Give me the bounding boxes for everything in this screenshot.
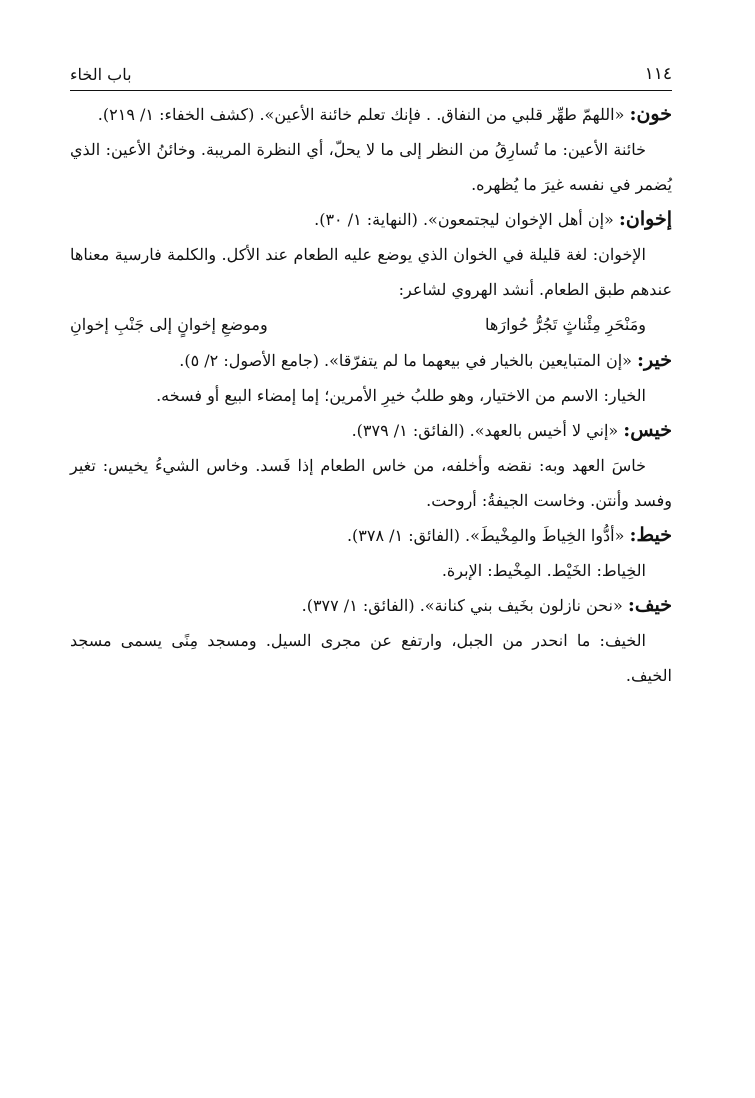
entry-headword: إخوان: — [618, 208, 672, 230]
header-rule — [70, 90, 672, 91]
verse-first-hemistich: ومَنْحَرِ مِئْناثٍ تَجُرُّ حُوارَها — [485, 315, 646, 334]
entry-khayt — [70, 518, 672, 553]
gloss-khaainat-al-ayun: خائنة الأعين: ما تُسارِقُ من النظر إلى ما لا يحلّ، أي النظرة المريبة. وخائنُ الأعين: الذي يُضمر في نفسه غيرَ ما يُظهره. — [70, 140, 672, 194]
entry-khayf — [70, 588, 672, 623]
gloss-al-khiyar: الخيار: الاسم من الاختيار، وهو طلبُ خيرِ الأمرين؛ إما إمضاء البيع أو فسخه. — [156, 386, 646, 405]
entry-khays — [70, 413, 672, 448]
entry-headword: خير: — [637, 349, 672, 371]
entry-text: «إن المتبايعين بالخيار في بيعهما ما لم يتفرّقا». (جامع الأصول: ٢/ ٥). — [179, 351, 638, 370]
entry-ikhwan — [70, 202, 672, 237]
entry-text: «اللهمّ طهِّر قلبي من النفاق. . فإنك تعلم خائنة الأعين». (كشف الخفاء: ١/ ٢١٩). — [97, 105, 630, 124]
entry-text: «إن أهل الإخوان ليجتمعون». (النهاية: ١/ ٣٠). — [314, 210, 619, 229]
chapter-title: باب الخاء — [70, 65, 132, 84]
running-header — [70, 54, 672, 84]
gloss-al-ikhwan: الإخوان: لغة قليلة في الخوان الذي يوضع عليه الطعام عند الأكل. والكلمة فارسية معناها عندهم طبق الطعام. أنشد الهروي لشاعر: — [70, 245, 672, 299]
entry-khayr — [70, 343, 672, 378]
entry-text: «أدُّوا الخِياطَ والمِخْيطَ». (الفائق: ١/ ٣٧٨). — [346, 526, 630, 545]
entry-headword: خون: — [629, 103, 672, 125]
poetry-verse — [70, 307, 672, 343]
gloss-al-khiyat: الخِياط: الخَيْط. المِخْيط: الإبرة. — [441, 561, 646, 580]
page-number: ١١٤ — [644, 64, 672, 84]
entry-headword: خيط: — [629, 524, 672, 546]
gloss-al-khayf: الخيف: ما انحدر من الجبل، وارتفع عن مجرى السيل. ومسجد مِنًى يسمى مسجد الخيف. — [70, 631, 672, 685]
entry-khawn — [70, 97, 672, 132]
entry-headword: خيس: — [623, 419, 672, 441]
book-page — [70, 54, 672, 693]
entry-text: «إني لا أخيس بالعهد». (الفائق: ١/ ٣٧٩). — [351, 421, 624, 440]
gloss-khaasa: خاسَ العهد وبه: نقضه وأخلفه، من خاس الطعام إذا فَسد. وخاس الشيءُ يخيس: تغير وفسد وأنتن. وخاست الجيفةُ: أروحت. — [70, 456, 672, 510]
verse-second-hemistich: وموضعِ إخوانٍ إلى جَنْبِ إخوانِ — [70, 315, 268, 334]
entry-headword: خيف: — [627, 594, 672, 616]
entry-text: «نحن نازلون بخَيف بني كنانة». (الفائق: ١/ ٣٧٧). — [301, 596, 628, 615]
